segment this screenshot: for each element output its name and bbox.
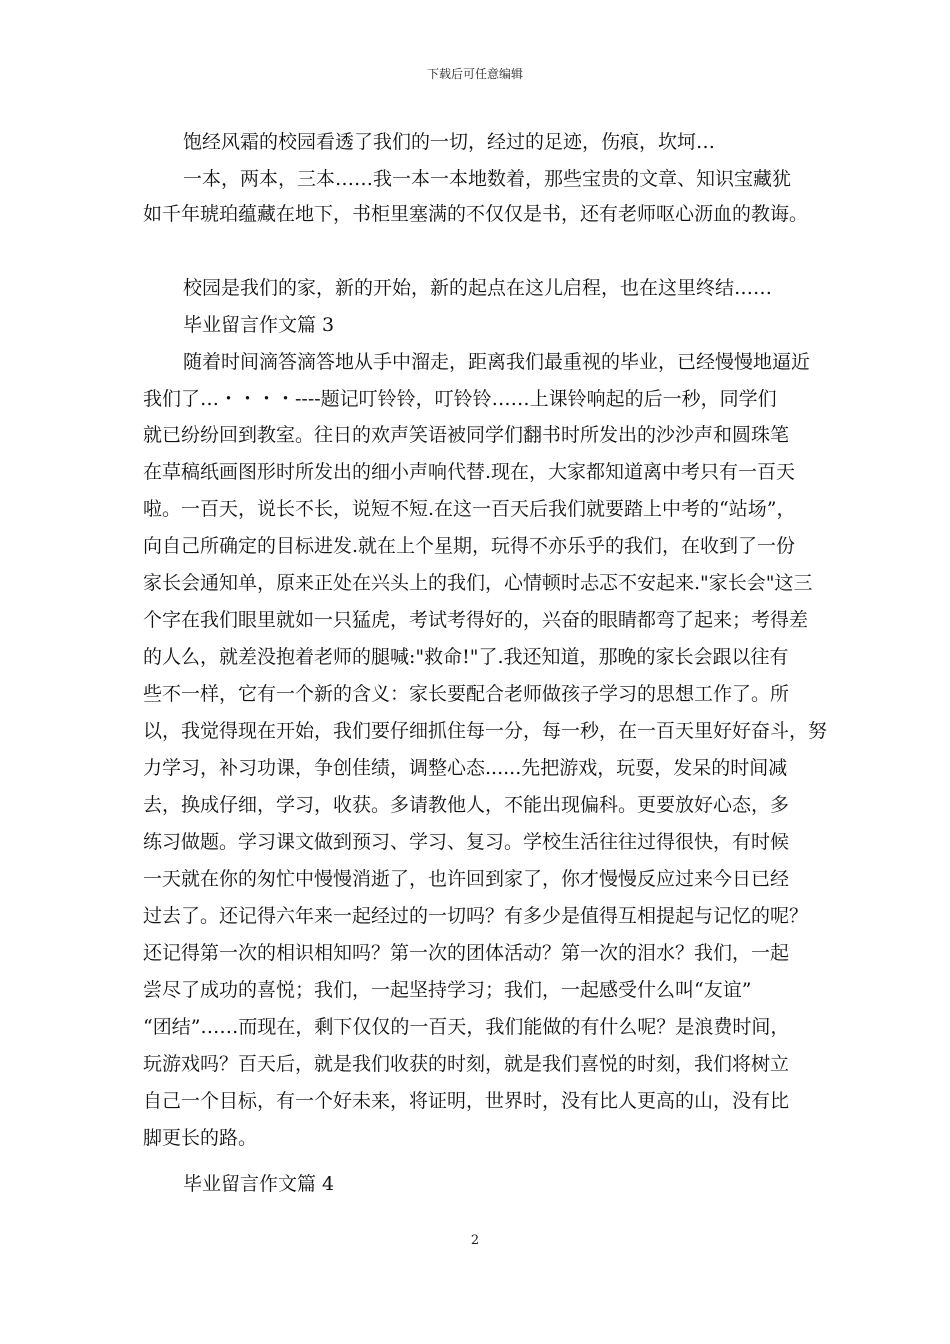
- text-line: 还记得第一次的相识相知吗？第一次的团体活动？第一次的泪水？我们，一起: [143, 942, 790, 964]
- text-line: 过去了。还记得六年来一起经过的一切吗？有多少是值得互相提起与记忆的呢？: [143, 905, 809, 927]
- text-line: 啦。一百天，说长不长，说短不短.在这一百天后我们就要踏上中考的“站场”，: [143, 498, 796, 520]
- text-line: 玩游戏吗？百天后，就是我们收获的时刻，就是我们喜悦的时刻，我们将树立: [143, 1053, 790, 1075]
- text-line: 饱经风霜的校园看透了我们的一切，经过的足迹，伤痕，坎坷…: [183, 131, 716, 153]
- page-number: 2: [470, 1233, 480, 1248]
- text-line: 一本，两本，三本……我一本一本地数着，那些宝贵的文章、知识宝藏犹: [183, 168, 792, 190]
- text-line: 练习做题。学习课文做到预习、学习、复习。学校生活往往过得很快，有时候: [143, 831, 790, 853]
- text-line: 家长会通知单，原来正处在兴头上的我们，心情顿时忐忑不安起来."家长会"这三: [143, 572, 813, 594]
- text-line: 向自己所确定的目标进发.就在上个星期，玩得不亦乐乎的我们，在收到了一份: [143, 535, 796, 557]
- text-line: 如千年琥珀蕴藏在地下，书柜里塞满的不仅仅是书，还有老师呕心沥血的教诲。: [143, 203, 809, 225]
- text-line: 个字在我们眼里就如一只猛虎，考试考得好的，兴奋的眼睛都弯了起来；考得差: [143, 609, 809, 631]
- text-line: “团结”……而现在，剩下仅仅的一百天，我们能做的有什么呢？是浪费时间，: [143, 1016, 790, 1038]
- text-line: 随着时间滴答滴答地从手中溜走，距离我们最重视的毕业，已经慢慢地逼近: [183, 351, 811, 373]
- text-line: 校园是我们的家，新的开始，新的起点在这儿启程，也在这里终结……: [183, 277, 773, 299]
- text-line: 以，我觉得现在开始，我们要仔细抓住每一分，每一秒，在一百天里好好奋斗，努: [143, 720, 828, 742]
- section-heading: 毕业留言作文篇 4: [183, 1173, 335, 1195]
- text-line: 力学习，补习功课，争创佳绩，调整心态......先把游戏，玩耍，发呆的时间减: [143, 757, 788, 779]
- text-line: 去，换成仔细，学习，收获。多请教他人，不能出现偏科。更要放好心态，多: [143, 794, 790, 816]
- section-heading: 毕业留言作文篇 3: [183, 314, 335, 336]
- text-line: 我们了…・・・・----题记叮铃铃，叮铃铃……上课铃响起的后一秒，同学们: [143, 388, 777, 410]
- page-header: 下载后可任意编辑: [426, 67, 523, 81]
- text-line: 在草稿纸画图形时所发出的细小声响代替.现在，大家都知道离中考只有一百天: [143, 461, 796, 483]
- text-line: 就已纷纷回到教室。往日的欢声笑语被同学们翻书时所发出的沙沙声和圆珠笔: [143, 424, 790, 446]
- text-line: 一天就在你的匆忙中慢慢消逝了，也许回到家了，你才慢慢反应过来今日已经: [143, 868, 790, 890]
- text-line: 的人么，就差没抱着老师的腿喊:"救命!"了.我还知道，那晚的家长会跟以往有: [143, 646, 789, 668]
- text-line: 尝尽了成功的喜悦；我们，一起坚持学习；我们，一起感受什么叫“友谊”: [143, 979, 752, 1001]
- text-line: 自己一个目标，有一个好未来，将证明，世界时，没有比人更高的山，没有比: [143, 1090, 790, 1112]
- text-line: 些不一样，它有一个新的含义：家长要配合老师做孩子学习的思想工作了。所: [143, 683, 790, 705]
- text-line: 脚更长的路。: [143, 1127, 258, 1149]
